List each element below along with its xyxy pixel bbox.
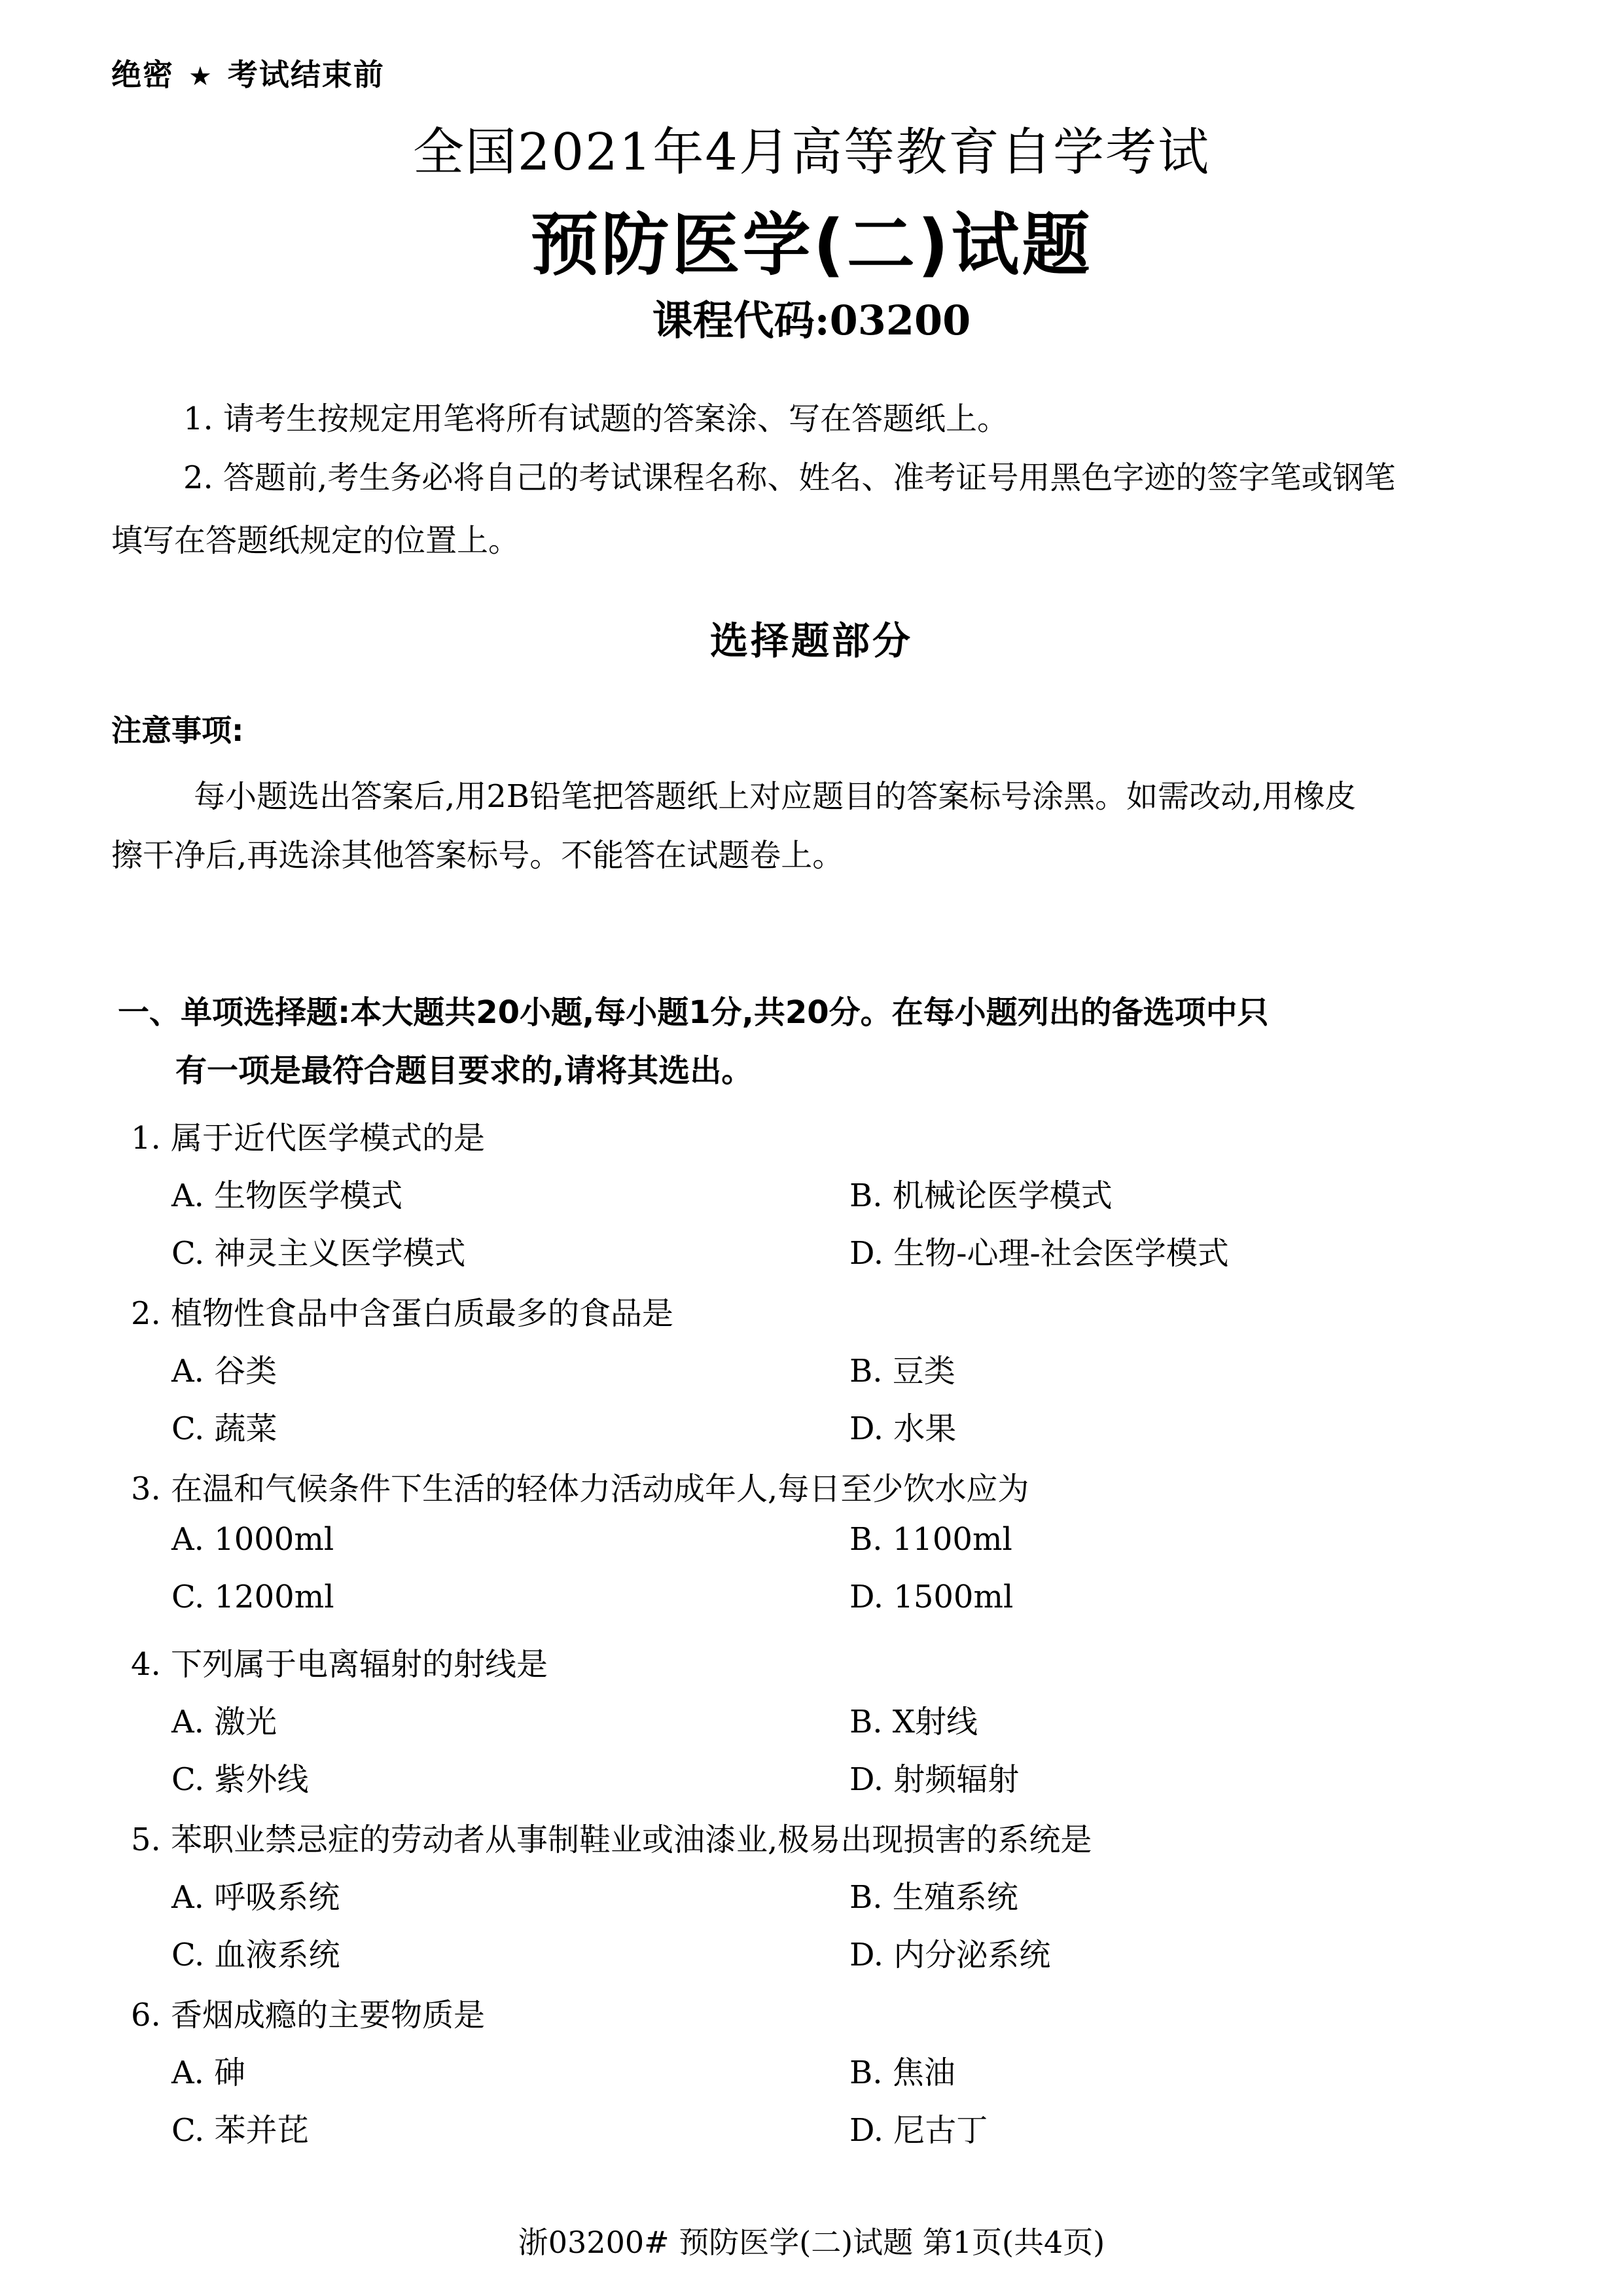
page-footer: 浙03200# 预防医学(二)试题 第1页(共4页) xyxy=(518,2225,1105,2260)
option-b: B. 焦油 xyxy=(849,2054,955,2091)
notes-line-2: 擦干净后,再选涂其他答案标号。不能答在试题卷上。 xyxy=(111,837,844,874)
question-stem: 4. 下列属于电离辐射的射线是 xyxy=(131,1646,548,1683)
option-d: D. 生物-心理-社会医学模式 xyxy=(849,1235,1229,1272)
option-d: D. 1500ml xyxy=(849,1579,1014,1615)
question-stem: 1. 属于近代医学模式的是 xyxy=(131,1120,486,1157)
option-a: A. 呼吸系统 xyxy=(171,1879,340,1916)
option-a: A. 砷 xyxy=(171,2054,246,2091)
instruction-1: 1. 请考生按规定用笔将所有试题的答案涂、写在答题纸上。 xyxy=(183,401,1009,437)
option-a: A. 谷类 xyxy=(171,1353,277,1390)
instruction-2-continued: 填写在答题纸规定的位置上。 xyxy=(111,522,520,559)
part-heading: 一、单项选择题:本大题共20小题,每小题1分,共20分。在每小题列出的备选项中只 xyxy=(118,994,1269,1031)
question-stem: 5. 苯职业禁忌症的劳动者从事制鞋业或油漆业,极易出现损害的系统是 xyxy=(131,1821,1092,1858)
exam-title: 全国2021年4月高等教育自学考试 xyxy=(412,123,1211,182)
option-a: A. 激光 xyxy=(171,1704,277,1740)
star-icon: ★ xyxy=(188,62,213,92)
option-c: C. 蔬菜 xyxy=(171,1410,277,1447)
notes-heading: 注意事项: xyxy=(111,713,244,748)
option-b: B. X射线 xyxy=(849,1704,978,1740)
option-a: A. 1000ml xyxy=(171,1521,334,1558)
question-stem: 2. 植物性食品中含蛋白质最多的食品是 xyxy=(131,1295,674,1332)
option-d: D. 内分泌系统 xyxy=(849,1937,1051,1973)
option-c: C. 苯并芘 xyxy=(171,2112,309,2149)
course-code: 课程代码:03200 xyxy=(652,296,971,344)
confidential-notice xyxy=(111,51,385,94)
part-heading-continued: 有一项是最符合题目要求的,请将其选出。 xyxy=(175,1052,753,1089)
secret-label: 绝密 xyxy=(111,57,174,92)
option-c: C. 血液系统 xyxy=(171,1937,340,1973)
option-c: C. 紫外线 xyxy=(171,1761,309,1798)
option-c: C. 神灵主义医学模式 xyxy=(171,1235,466,1272)
option-b: B. 机械论医学模式 xyxy=(849,1177,1113,1214)
option-b: B. 1100ml xyxy=(849,1521,1012,1558)
option-a: A. 生物医学模式 xyxy=(171,1177,403,1214)
instruction-2: 2. 答题前,考生务必将自己的考试课程名称、姓名、准考证号用黑色字迹的签字笔或钢笔 xyxy=(183,459,1396,496)
subject-title: 预防医学(二)试题 xyxy=(530,205,1093,285)
option-b: B. 生殖系统 xyxy=(849,1879,1018,1916)
option-c: C. 1200ml xyxy=(171,1579,334,1615)
option-d: D. 尼古丁 xyxy=(849,2112,988,2149)
secret-until-label: 考试结束前 xyxy=(227,57,385,92)
section-title: 选择题部分 xyxy=(709,619,913,663)
option-b: B. 豆类 xyxy=(849,1353,955,1390)
notes-line-1: 每小题选出答案后,用2B铅笔把答题纸上对应题目的答案标号涂黑。如需改动,用橡皮 xyxy=(194,778,1357,815)
question-stem: 6. 香烟成瘾的主要物质是 xyxy=(131,1997,486,2034)
option-d: D. 射频辐射 xyxy=(849,1761,1020,1798)
option-d: D. 水果 xyxy=(849,1410,957,1447)
question-stem: 3. 在温和气候条件下生活的轻体力活动成年人,每日至少饮水应为 xyxy=(131,1471,1029,1507)
